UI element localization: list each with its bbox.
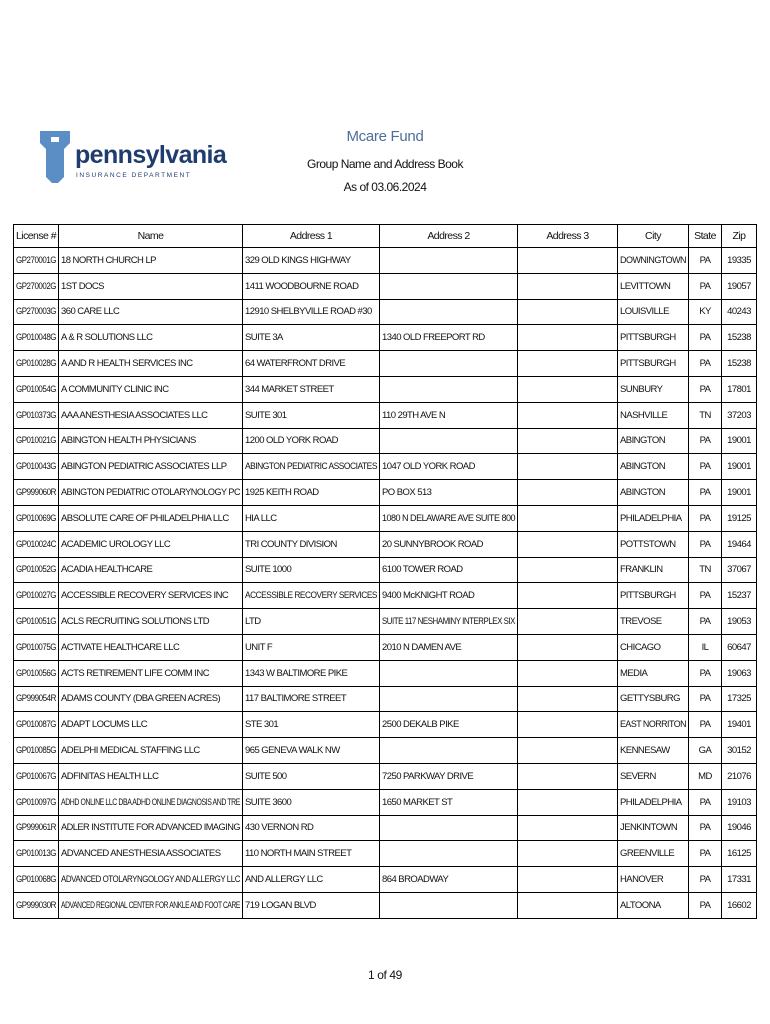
- city-cell: PITTSBURGH: [618, 351, 689, 377]
- license-cell: GP999054R: [14, 686, 59, 712]
- license-cell: GP010021G: [14, 428, 59, 454]
- license-cell: GP010069G: [14, 505, 59, 531]
- city-cell: PITTSBURGH: [618, 325, 689, 351]
- name-cell: ADAMS COUNTY (DBA GREEN ACRES): [59, 686, 243, 712]
- column-header-name: Name: [59, 225, 243, 248]
- address-1-cell: 12910 SHELBYVILLE ROAD #30: [243, 299, 380, 325]
- address-2-cell: 20 SUNNYBROOK ROAD: [380, 531, 518, 557]
- zip-cell: 37203: [722, 402, 757, 428]
- logo-subtitle: INSURANCE DEPARTMENT: [76, 172, 192, 179]
- name-cell: ABSOLUTE CARE OF PHILADELPHIA LLC: [59, 505, 243, 531]
- city-cell: SEVERN: [618, 763, 689, 789]
- address-2-cell: [380, 686, 518, 712]
- table-row: [14, 248, 757, 274]
- name-cell: ACCESSIBLE RECOVERY SERVICES INC: [59, 583, 243, 609]
- address-2-cell: [380, 351, 518, 377]
- address-3-cell: [518, 273, 618, 299]
- city-cell: PITTSBURGH: [618, 583, 689, 609]
- city-cell: GETTYSBURG: [618, 686, 689, 712]
- address-1-cell: 1925 KEITH ROAD: [243, 480, 380, 506]
- table-row: [14, 325, 757, 351]
- state-cell: PA: [689, 712, 722, 738]
- address-2-cell: 7250 PARKWAY DRIVE: [380, 763, 518, 789]
- zip-cell: 16602: [722, 892, 757, 918]
- keystone-icon: [38, 129, 72, 185]
- zip-cell: 40243: [722, 299, 757, 325]
- zip-cell: 19057: [722, 273, 757, 299]
- address-2-cell: 1650 MARKET ST: [380, 789, 518, 815]
- table-row: [14, 299, 757, 325]
- zip-cell: 17325: [722, 686, 757, 712]
- address-1-cell: AND ALLERGY LLC: [243, 867, 380, 893]
- license-cell: GP010097G: [14, 789, 59, 815]
- table-row: [14, 789, 757, 815]
- address-2-cell: [380, 841, 518, 867]
- license-cell: GP010085G: [14, 738, 59, 764]
- state-cell: PA: [689, 789, 722, 815]
- fund-name: Mcare Fund: [346, 128, 424, 145]
- address-1-cell: TRI COUNTY DIVISION: [243, 531, 380, 557]
- zip-cell: 19053: [722, 609, 757, 635]
- address-1-cell: 719 LOGAN BLVD: [243, 892, 380, 918]
- city-cell: ABINGTON: [618, 428, 689, 454]
- address-2-cell: 1080 N DELAWARE AVE SUITE 800: [380, 505, 518, 531]
- address-1-cell: STE 301: [243, 712, 380, 738]
- zip-cell: 19001: [722, 454, 757, 480]
- state-cell: PA: [689, 273, 722, 299]
- address-2-cell: 1340 OLD FREEPORT RD: [380, 325, 518, 351]
- table-row: [14, 583, 757, 609]
- address-2-cell: [380, 738, 518, 764]
- table-row: [14, 480, 757, 506]
- state-cell: PA: [689, 428, 722, 454]
- name-cell: ADHD ONLINE LLC DBA ADHD ONLINE DIAGNOSIS AND TRE: [59, 789, 243, 815]
- zip-cell: 15237: [722, 583, 757, 609]
- state-cell: PA: [689, 531, 722, 557]
- address-3-cell: [518, 454, 618, 480]
- state-cell: IL: [689, 634, 722, 660]
- address-3-cell: [518, 789, 618, 815]
- logo-wordmark: pennsylvania: [75, 141, 227, 169]
- address-2-cell: [380, 376, 518, 402]
- name-cell: ADVANCED OTOLARYNGOLOGY AND ALLERGY LLC: [59, 867, 243, 893]
- zip-cell: 19125: [722, 505, 757, 531]
- name-cell: ADAPT LOCUMS LLC: [59, 712, 243, 738]
- address-3-cell: [518, 815, 618, 841]
- state-cell: PA: [689, 505, 722, 531]
- license-cell: GP010027G: [14, 583, 59, 609]
- address-3-cell: [518, 299, 618, 325]
- state-cell: PA: [689, 248, 722, 274]
- table-row: [14, 763, 757, 789]
- address-1-cell: 344 MARKET STREET: [243, 376, 380, 402]
- city-cell: ABINGTON: [618, 480, 689, 506]
- state-cell: PA: [689, 867, 722, 893]
- address-3-cell: [518, 428, 618, 454]
- address-3-cell: [518, 248, 618, 274]
- address-2-cell: 1047 OLD YORK ROAD: [380, 454, 518, 480]
- city-cell: PHILADELPHIA: [618, 789, 689, 815]
- zip-cell: 19335: [722, 248, 757, 274]
- table-row: [14, 351, 757, 377]
- column-header-address-1: Address 1: [243, 225, 380, 248]
- license-cell: GP010043G: [14, 454, 59, 480]
- table-row: [14, 686, 757, 712]
- state-cell: MD: [689, 763, 722, 789]
- address-1-cell: SUITE 1000: [243, 557, 380, 583]
- address-2-cell: [380, 815, 518, 841]
- city-cell: GREENVILLE: [618, 841, 689, 867]
- state-cell: PA: [689, 609, 722, 635]
- name-cell: 1ST DOCS: [59, 273, 243, 299]
- city-cell: ABINGTON: [618, 454, 689, 480]
- state-cell: PA: [689, 351, 722, 377]
- city-cell: EAST NORRITON: [618, 712, 689, 738]
- table-body: [14, 248, 757, 919]
- license-cell: GP010087G: [14, 712, 59, 738]
- name-cell: A COMMUNITY CLINIC INC: [59, 376, 243, 402]
- name-cell: ACADIA HEALTHCARE: [59, 557, 243, 583]
- license-cell: GP010067G: [14, 763, 59, 789]
- name-cell: 360 CARE LLC: [59, 299, 243, 325]
- city-cell: LEVITTOWN: [618, 273, 689, 299]
- zip-cell: 15238: [722, 351, 757, 377]
- zip-cell: 19464: [722, 531, 757, 557]
- zip-cell: 60647: [722, 634, 757, 660]
- state-cell: PA: [689, 583, 722, 609]
- city-cell: NASHVILLE: [618, 402, 689, 428]
- address-3-cell: [518, 867, 618, 893]
- table-header-row: [14, 225, 757, 248]
- address-1-cell: SUITE 3A: [243, 325, 380, 351]
- license-cell: GP010051G: [14, 609, 59, 635]
- zip-cell: 30152: [722, 738, 757, 764]
- table-row: [14, 505, 757, 531]
- address-3-cell: [518, 531, 618, 557]
- address-3-cell: [518, 325, 618, 351]
- name-cell: ABINGTON HEALTH PHYSICIANS: [59, 428, 243, 454]
- address-1-cell: 329 OLD KINGS HIGHWAY: [243, 248, 380, 274]
- state-cell: TN: [689, 402, 722, 428]
- zip-cell: 19063: [722, 660, 757, 686]
- table-row: [14, 815, 757, 841]
- column-header-zip: Zip: [722, 225, 757, 248]
- address-1-cell: SUITE 3600: [243, 789, 380, 815]
- license-cell: GP010056G: [14, 660, 59, 686]
- name-cell: 18 NORTH CHURCH LP: [59, 248, 243, 274]
- address-1-cell: 64 WATERFRONT DRIVE: [243, 351, 380, 377]
- zip-cell: 19103: [722, 789, 757, 815]
- city-cell: POTTSTOWN: [618, 531, 689, 557]
- address-1-cell: 1343 W BALTIMORE PIKE: [243, 660, 380, 686]
- table-row: [14, 634, 757, 660]
- zip-cell: 19046: [722, 815, 757, 841]
- license-cell: GP010013G: [14, 841, 59, 867]
- license-cell: GP010024C: [14, 531, 59, 557]
- address-1-cell: SUITE 301: [243, 402, 380, 428]
- table-row: [14, 531, 757, 557]
- zip-cell: 37067: [722, 557, 757, 583]
- state-cell: PA: [689, 454, 722, 480]
- name-cell: AAA ANESTHESIA ASSOCIATES LLC: [59, 402, 243, 428]
- city-cell: KENNESAW: [618, 738, 689, 764]
- name-cell: ABINGTON PEDIATRIC ASSOCIATES LLP: [59, 454, 243, 480]
- address-3-cell: [518, 763, 618, 789]
- name-cell: A AND R HEALTH SERVICES INC: [59, 351, 243, 377]
- city-cell: JENKINTOWN: [618, 815, 689, 841]
- address-3-cell: [518, 376, 618, 402]
- license-cell: GP999061R: [14, 815, 59, 841]
- address-2-cell: 110 29TH AVE N: [380, 402, 518, 428]
- address-1-cell: 1200 OLD YORK ROAD: [243, 428, 380, 454]
- address-1-cell: ACCESSIBLE RECOVERY SERVICES: [243, 583, 380, 609]
- address-3-cell: [518, 609, 618, 635]
- name-cell: ADELPHI MEDICAL STAFFING LLC: [59, 738, 243, 764]
- address-2-cell: 2500 DEKALB PIKE: [380, 712, 518, 738]
- state-cell: PA: [689, 480, 722, 506]
- document-title: Group Name and Address Book: [307, 157, 463, 171]
- name-cell: ADFINITAS HEALTH LLC: [59, 763, 243, 789]
- state-cell: PA: [689, 815, 722, 841]
- license-cell: GP010052G: [14, 557, 59, 583]
- license-cell: GP270001G: [14, 248, 59, 274]
- zip-cell: 19001: [722, 480, 757, 506]
- address-2-cell: [380, 428, 518, 454]
- city-cell: MEDIA: [618, 660, 689, 686]
- address-2-cell: [380, 299, 518, 325]
- address-1-cell: HIA LLC: [243, 505, 380, 531]
- table-row: [14, 609, 757, 635]
- column-header-address-2: Address 2: [380, 225, 518, 248]
- city-cell: SUNBURY: [618, 376, 689, 402]
- page-number: 1 of 49: [368, 968, 402, 982]
- state-cell: GA: [689, 738, 722, 764]
- city-cell: CHICAGO: [618, 634, 689, 660]
- zip-cell: 16125: [722, 841, 757, 867]
- address-1-cell: ABINGTON PEDIATRIC ASSOCIATES: [243, 454, 380, 480]
- address-2-cell: 6100 TOWER ROAD: [380, 557, 518, 583]
- name-cell: ACTIVATE HEALTHCARE LLC: [59, 634, 243, 660]
- state-cell: PA: [689, 660, 722, 686]
- license-cell: GP999030R: [14, 892, 59, 918]
- address-1-cell: UNIT F: [243, 634, 380, 660]
- address-book-table: [13, 224, 757, 919]
- address-2-cell: 9400 McKNIGHT ROAD: [380, 583, 518, 609]
- column-header-address-3: Address 3: [518, 225, 618, 248]
- address-3-cell: [518, 634, 618, 660]
- state-cell: PA: [689, 376, 722, 402]
- city-cell: LOUISVILLE: [618, 299, 689, 325]
- license-cell: GP999060R: [14, 480, 59, 506]
- address-3-cell: [518, 686, 618, 712]
- license-cell: GP010075G: [14, 634, 59, 660]
- column-header-city: City: [618, 225, 689, 248]
- name-cell: ABINGTON PEDIATRIC OTOLARYNOLOGY PC: [59, 480, 243, 506]
- address-3-cell: [518, 583, 618, 609]
- address-3-cell: [518, 505, 618, 531]
- address-3-cell: [518, 557, 618, 583]
- zip-cell: 17331: [722, 867, 757, 893]
- name-cell: A & R SOLUTIONS LLC: [59, 325, 243, 351]
- zip-cell: 19001: [722, 428, 757, 454]
- state-cell: PA: [689, 325, 722, 351]
- zip-cell: 21076: [722, 763, 757, 789]
- license-cell: GP010054G: [14, 376, 59, 402]
- city-cell: HANOVER: [618, 867, 689, 893]
- address-3-cell: [518, 660, 618, 686]
- state-cell: PA: [689, 841, 722, 867]
- address-2-cell: SUITE 117 NESHAMINY INTERPLEX SIX: [380, 609, 518, 635]
- column-header-license: License #: [14, 225, 59, 248]
- zip-cell: 15238: [722, 325, 757, 351]
- license-cell: GP010373G: [14, 402, 59, 428]
- license-cell: GP010048G: [14, 325, 59, 351]
- address-1-cell: 430 VERNON RD: [243, 815, 380, 841]
- city-cell: PHILADELPHIA: [618, 505, 689, 531]
- city-cell: DOWNINGTOWN: [618, 248, 689, 274]
- state-cell: PA: [689, 892, 722, 918]
- name-cell: ACTS RETIREMENT LIFE COMM INC: [59, 660, 243, 686]
- license-cell: GP270002G: [14, 273, 59, 299]
- address-2-cell: 864 BROADWAY: [380, 867, 518, 893]
- column-header-state: State: [689, 225, 722, 248]
- city-cell: ALTOONA: [618, 892, 689, 918]
- city-cell: TREVOSE: [618, 609, 689, 635]
- name-cell: ADVANCED ANESTHESIA ASSOCIATES: [59, 841, 243, 867]
- table-row: [14, 273, 757, 299]
- address-2-cell: [380, 273, 518, 299]
- address-3-cell: [518, 738, 618, 764]
- table-row: [14, 660, 757, 686]
- table-row: [14, 402, 757, 428]
- zip-cell: 17801: [722, 376, 757, 402]
- table-row: [14, 892, 757, 918]
- name-cell: ACLS RECRUITING SOLUTIONS LTD: [59, 609, 243, 635]
- address-1-cell: 1411 WOODBOURNE ROAD: [243, 273, 380, 299]
- address-2-cell: [380, 660, 518, 686]
- address-1-cell: 117 BALTIMORE STREET: [243, 686, 380, 712]
- table-row: [14, 376, 757, 402]
- address-2-cell: [380, 248, 518, 274]
- address-3-cell: [518, 841, 618, 867]
- table-row: [14, 867, 757, 893]
- address-1-cell: 110 NORTH MAIN STREET: [243, 841, 380, 867]
- table-row: [14, 557, 757, 583]
- license-cell: GP010068G: [14, 867, 59, 893]
- zip-cell: 19401: [722, 712, 757, 738]
- address-2-cell: 2010 N DAMEN AVE: [380, 634, 518, 660]
- city-cell: FRANKLIN: [618, 557, 689, 583]
- state-cell: PA: [689, 686, 722, 712]
- pa-insurance-logo: [38, 129, 227, 185]
- address-3-cell: [518, 480, 618, 506]
- table-row: [14, 841, 757, 867]
- license-cell: GP270003G: [14, 299, 59, 325]
- address-1-cell: LTD: [243, 609, 380, 635]
- table-row: [14, 428, 757, 454]
- address-3-cell: [518, 402, 618, 428]
- address-2-cell: PO BOX 513: [380, 480, 518, 506]
- name-cell: ACADEMIC UROLOGY LLC: [59, 531, 243, 557]
- address-2-cell: [380, 892, 518, 918]
- table-row: [14, 738, 757, 764]
- state-cell: KY: [689, 299, 722, 325]
- table-row: [14, 454, 757, 480]
- address-1-cell: 965 GENEVA WALK NW: [243, 738, 380, 764]
- table-row: [14, 712, 757, 738]
- address-3-cell: [518, 892, 618, 918]
- license-cell: GP010028G: [14, 351, 59, 377]
- address-1-cell: SUITE 500: [243, 763, 380, 789]
- document-date: As of 03.06.2024: [343, 180, 427, 194]
- name-cell: ADVANCED REGIONAL CENTER FOR ANKLE AND FOOT CARE: [59, 892, 243, 918]
- address-3-cell: [518, 712, 618, 738]
- address-3-cell: [518, 351, 618, 377]
- state-cell: TN: [689, 557, 722, 583]
- name-cell: ADLER INSTITUTE FOR ADVANCED IMAGING: [59, 815, 243, 841]
